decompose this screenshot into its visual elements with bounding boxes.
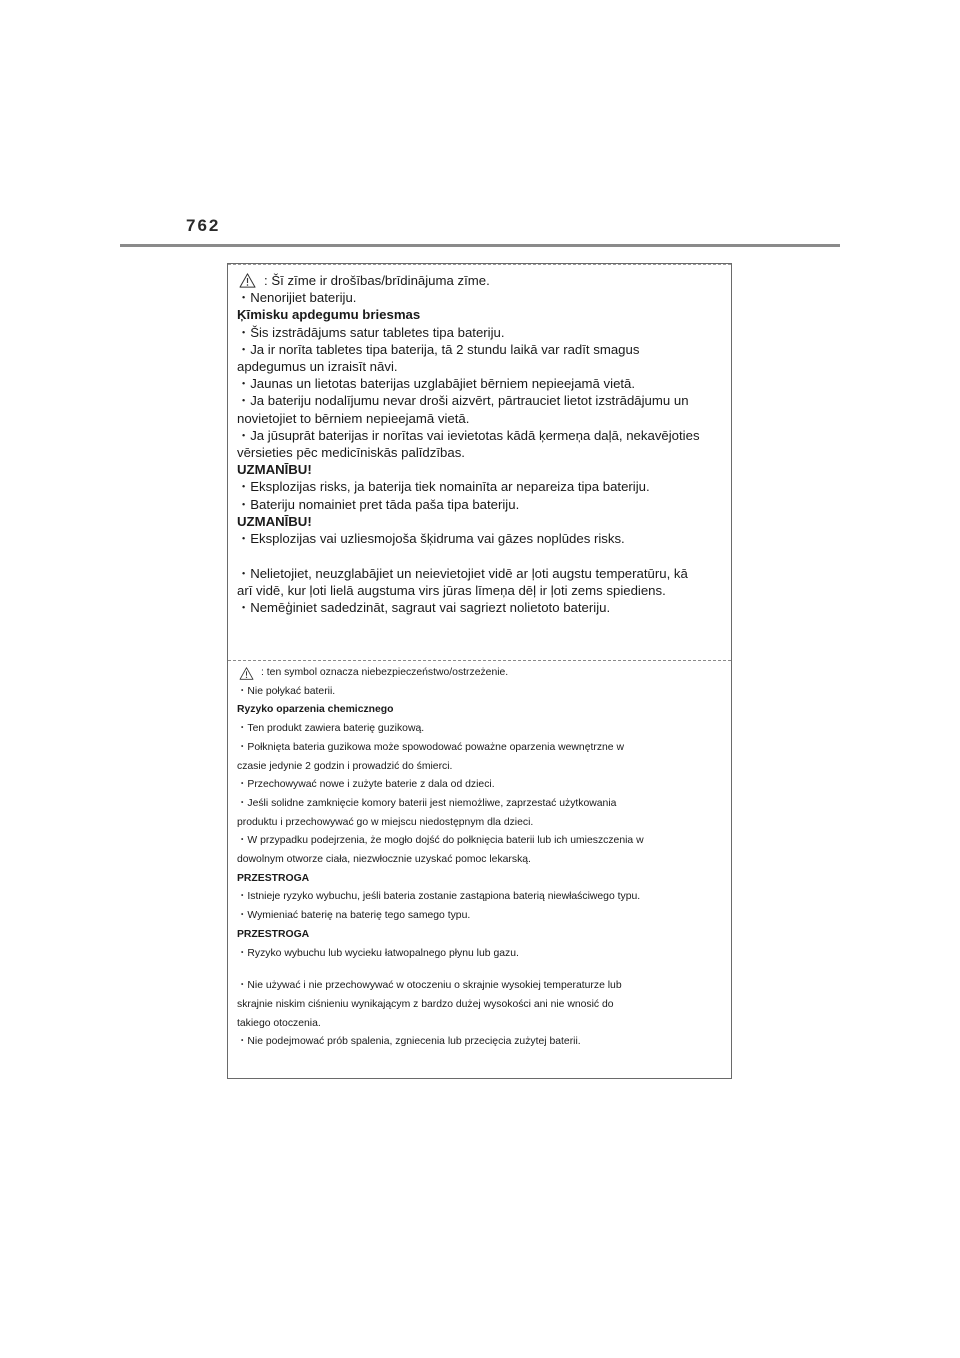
polish-line-1: ・ Nie połykać baterii. [237,683,723,702]
latvian-line-7: ・ Eksplozijas risks, ja baterija tiek nomainīta ar nepareiza tipa bateriju. [237,478,723,495]
polish-symbol-text: : ten symbol oznacza niebezpieczeństwo/ostrzeżenie. [261,667,509,678]
polish-line-10c: takiego otoczenia. [237,1017,321,1029]
polish-spacer [237,963,723,977]
polish-heading-caution-2: PRZESTROGA [237,928,310,940]
latvian-line-6a: ・ Ja jūsuprāt baterijas ir norītas vai ievietotas kādā ķermeņa daļā, nekavējoties [237,427,723,444]
polish-symbol-line [237,664,723,683]
latvian-line-4: ・ Jaunas un lietotas baterijas uzglabājiet bērniem nepieejamā vietā. [237,375,723,392]
latvian-line-6b: vērsieties pēc medicīniskās palīdzības. [237,445,465,461]
latvian-symbol-text: : Šī zīme ir drošības/brīdinājuma zīme. [264,273,490,288]
polish-line-7: ・ Istnieje ryzyko wybuchu, jeśli bateria zostanie zastąpiona baterią niewłaściwego typu. [237,888,723,907]
latvian-line-1: ・ Nenorijiet bateriju. [237,289,723,306]
latvian-heading-caution-1: UZMANĪBU! [237,462,312,478]
latvian-line-5a: ・ Ja bateriju nodalījumu nevar droši aizvērt, pārtrauciet lietot izstrādājumu un [237,392,723,409]
polish-line-6a: ・ W przypadku podejrzenia, że mogło dojść do połknięcia baterii lub ich umieszczenia w [237,832,723,851]
latvian-heading-chemical-burn: Ķīmisku apdegumu briesmas [237,307,421,323]
polish-line-3a: ・ Połknięta bateria guzikowa może spowodować poważne oparzenia wewnętrzne w [237,739,723,758]
latvian-line-8: ・ Bateriju nomainiet pret tāda paša tipa bateriju. [237,496,723,513]
header-rule [120,244,840,247]
latvian-line-10b: arī vidē, kur ļoti lielā augstuma virs jūras līmeņa dēļ ir ļoti zems spiediens. [237,582,666,598]
language-divider [228,660,731,661]
polish-line-4: ・ Przechowywać nowe i zużyte baterie z dala od dzieci. [237,776,723,795]
polish-line-5a: ・ Jeśli solidne zamknięcie komory baterii jest niemożliwe, zaprzestać użytkowania [237,795,723,814]
latvian-section [237,272,723,616]
latvian-heading-caution-2: UZMANĪBU! [237,513,312,529]
warning-triangle-icon [239,667,254,680]
latvian-line-3b: apdegumus un izraisīt nāvi. [237,359,398,375]
page-number: 762 [186,216,221,235]
latvian-line-5b: novietojiet to bērniem nepieejamā vietā. [237,410,470,426]
battery-warning-box [227,263,732,1079]
latvian-line-2: ・ Šis izstrādājums satur tabletes tipa bateriju. [237,324,723,341]
polish-line-6b: dowolnym otworze ciała, niezwłocznie uzyskać pomoc lekarską. [237,854,531,866]
warning-triangle-icon [239,273,256,288]
latvian-line-11: ・ Nemēģiniet sadedzināt, sagraut vai sagriezt nolietoto bateriju. [237,599,723,616]
latvian-spacer [237,547,723,565]
polish-heading-caution-1: PRZESTROGA [237,872,310,884]
polish-line-2: ・ Ten produkt zawiera baterię guzikową. [237,720,723,739]
box-top-dashed-line [228,264,731,265]
latvian-line-9: ・ Eksplozijas vai uzliesmojoša šķidruma vai gāzes noplūdes risks. [237,530,723,547]
polish-line-5b: produktu i przechowywać go w miejscu niedostępnym dla dzieci. [237,816,534,828]
polish-line-10b: skrajnie niskim ciśnieniu wynikającym z bardzo dużej wysokości ani nie wnosić do [237,998,614,1010]
polish-line-3b: czasie jedynie 2 godzin i prowadzić do śmierci. [237,760,453,772]
latvian-symbol-line [237,272,723,289]
polish-line-8: ・ Wymieniać baterię na baterię tego samego typu. [237,907,723,926]
polish-line-10a: ・ Nie używać i nie przechowywać w otoczeniu o skrajnie wysokiej temperaturze lub [237,977,723,996]
polish-line-11: ・ Nie podejmować prób spalenia, zgniecenia lub przecięcia zużytej baterii. [237,1033,723,1052]
polish-heading-chemical-burn: Ryzyko oparzenia chemicznego [237,704,394,716]
polish-line-9: ・ Ryzyko wybuchu lub wycieku łatwopalnego płynu lub gazu. [237,945,723,964]
latvian-line-3a: ・ Ja ir norīta tabletes tipa baterija, tā 2 stundu laikā var radīt smagus [237,341,723,358]
polish-section [237,664,723,1052]
latvian-line-10a: ・ Nelietojiet, neuzglabājiet un neievietojiet vidē ar ļoti augstu temperatūru, kā [237,565,723,582]
